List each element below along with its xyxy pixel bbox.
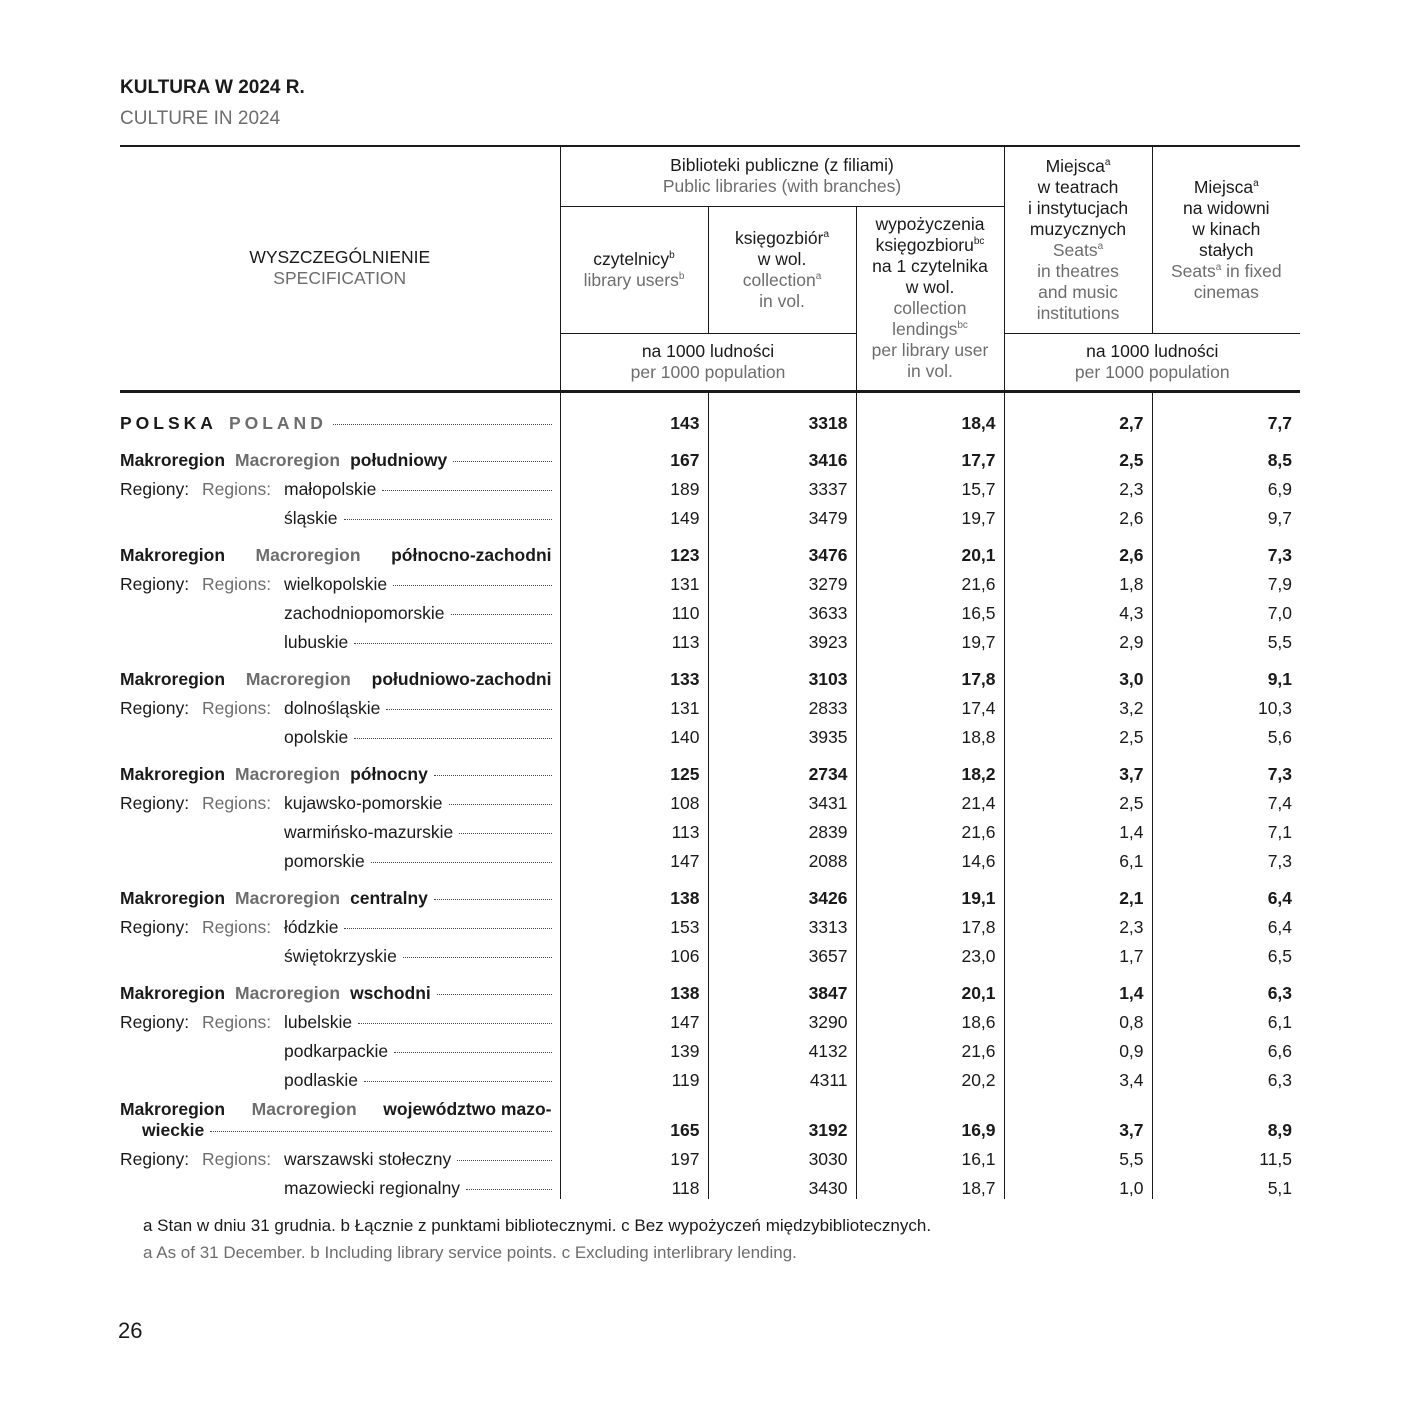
cinema-seats-cell: 8,5 <box>1152 434 1300 471</box>
lendings-cell: 16,9 <box>856 1091 1004 1141</box>
readers-cell: 138 <box>560 872 708 909</box>
theatre-seats-cell: 2,5 <box>1004 434 1152 471</box>
theatre-seats-cell: 0,8 <box>1004 1004 1152 1033</box>
cinema-seats-cell: 6,3 <box>1152 967 1300 1004</box>
readers-cell: 189 <box>560 471 708 500</box>
table-header <box>120 146 1300 391</box>
lendings-header: wypożyczenia księgozbioru$^{bc}$ na 1 czytelnika w wol. collection lendings$^{bc}$ per library user in vol. <box>856 206 1004 391</box>
lendings-cell: 23,0 <box>856 938 1004 967</box>
lendings-cell: 16,1 <box>856 1141 1004 1170</box>
readers-cell: 113 <box>560 814 708 843</box>
collection-cell: 3313 <box>708 909 856 938</box>
lendings-cell: 21,6 <box>856 566 1004 595</box>
page-title: KULTURA W 2024 R. <box>120 77 305 98</box>
theatre-seats-cell: 2,9 <box>1004 624 1152 653</box>
collection-cell: 4311 <box>708 1062 856 1091</box>
readers-cell: 133 <box>560 653 708 690</box>
cinema-seats-cell: 6,4 <box>1152 872 1300 909</box>
lendings-cell: 14,6 <box>856 843 1004 872</box>
collection-cell: 3337 <box>708 471 856 500</box>
cinema-seats-cell: 7,7 <box>1152 391 1300 434</box>
theatre-seats-header: Miejsca$^a$ w teatrach i instytucjach muzycznych Seats$^a$ in theatres and music institutions <box>1004 146 1152 333</box>
readers-cell: 140 <box>560 719 708 748</box>
collection-cell: 3103 <box>708 653 856 690</box>
theatre-seats-cell: 3,7 <box>1004 748 1152 785</box>
cinema-seats-cell: 7,3 <box>1152 843 1300 872</box>
collection-cell: 3192 <box>708 1091 856 1141</box>
table-row-region: Regiony: Regions: małopolskie 189 3337 15,7 2,3 6,9 <box>120 471 1300 500</box>
page-subtitle: CULTURE IN 2024 <box>120 108 281 129</box>
lendings-cell: 17,8 <box>856 909 1004 938</box>
theatre-seats-cell: 1,4 <box>1004 814 1152 843</box>
lendings-cell: 21,6 <box>856 814 1004 843</box>
collection-cell: 2734 <box>708 748 856 785</box>
lendings-cell: 21,4 <box>856 785 1004 814</box>
lendings-cell: 18,4 <box>856 391 1004 434</box>
collection-cell: 3633 <box>708 595 856 624</box>
lendings-cell: 19,7 <box>856 624 1004 653</box>
readers-cell: 167 <box>560 434 708 471</box>
collection-cell: 3923 <box>708 624 856 653</box>
table-row-region: Regiony: Regions: wielkopolskie 131 3279 21,6 1,8 7,9 <box>120 566 1300 595</box>
cinema-seats-cell: 6,4 <box>1152 909 1300 938</box>
collection-cell: 3279 <box>708 566 856 595</box>
collection-cell: 3935 <box>708 719 856 748</box>
theatre-seats-cell: 3,0 <box>1004 653 1152 690</box>
cinema-seats-cell: 5,6 <box>1152 719 1300 748</box>
collection-cell: 2839 <box>708 814 856 843</box>
cinema-seats-cell: 6,5 <box>1152 938 1300 967</box>
culture-table <box>120 145 1300 1199</box>
readers-cell: 138 <box>560 967 708 1004</box>
cinema-seats-header: Miejsca$^a$ na widowni w kinach stałych Seats$^a$ in fixed cinemas <box>1152 146 1300 333</box>
lendings-cell: 15,7 <box>856 471 1004 500</box>
footnote-en: a As of 31 December. b Including library service points. c Excluding interlibrary lending. <box>143 1243 797 1262</box>
table-row-macroregion: Makroregion Macroregion południowy 167 3416 17,7 2,5 8,5 <box>120 434 1300 471</box>
readers-cell: 139 <box>560 1033 708 1062</box>
lendings-cell: 18,8 <box>856 719 1004 748</box>
readers-cell: 108 <box>560 785 708 814</box>
readers-cell: 147 <box>560 1004 708 1033</box>
lendings-cell: 19,7 <box>856 500 1004 529</box>
collection-cell: 3479 <box>708 500 856 529</box>
lendings-cell: 20,1 <box>856 967 1004 1004</box>
lendings-cell: 18,6 <box>856 1004 1004 1033</box>
theatre-seats-cell: 2,3 <box>1004 909 1152 938</box>
table-row-region: Regiony: Regions: warszawski stołeczny 197 3030 16,1 5,5 11,5 <box>120 1141 1300 1170</box>
readers-cell: 147 <box>560 843 708 872</box>
footnote-pl: a Stan w dniu 31 grudnia. b Łącznie z punktami bibliotecznymi. c Bez wypożyczeń międzybibliotecznych. <box>143 1216 932 1235</box>
readers-cell: 118 <box>560 1170 708 1199</box>
table-row-region: opolskie 140 3935 18,8 2,5 5,6 <box>120 719 1300 748</box>
cinema-seats-cell: 10,3 <box>1152 690 1300 719</box>
readers-header: czytelnicy$^b$ library users$^b$ <box>560 206 708 333</box>
theatre-seats-cell: 5,5 <box>1004 1141 1152 1170</box>
cinema-seats-cell: 6,9 <box>1152 471 1300 500</box>
lendings-cell: 20,2 <box>856 1062 1004 1091</box>
readers-cell: 131 <box>560 566 708 595</box>
readers-cell: 110 <box>560 595 708 624</box>
theatre-seats-cell: 1,8 <box>1004 566 1152 595</box>
table-row-region: śląskie 149 3479 19,7 2,6 9,7 <box>120 500 1300 529</box>
cinema-seats-cell: 7,9 <box>1152 566 1300 595</box>
collection-cell: 2088 <box>708 843 856 872</box>
table-row-macroregion: Makroregion Macroregion północny 125 2734 18,2 3,7 7,3 <box>120 748 1300 785</box>
readers-cell: 125 <box>560 748 708 785</box>
theatre-seats-cell: 6,1 <box>1004 843 1152 872</box>
table-row-region: Regiony: Regions: łódzkie 153 3313 17,8 2,3 6,4 <box>120 909 1300 938</box>
readers-cell: 153 <box>560 909 708 938</box>
cinema-seats-cell: 5,5 <box>1152 624 1300 653</box>
lendings-cell: 17,4 <box>856 690 1004 719</box>
theatre-seats-cell: 2,7 <box>1004 391 1152 434</box>
readers-cell: 149 <box>560 500 708 529</box>
theatre-seats-cell: 1,7 <box>1004 938 1152 967</box>
cinema-seats-cell: 7,1 <box>1152 814 1300 843</box>
collection-cell: 3318 <box>708 391 856 434</box>
theatre-seats-cell: 1,0 <box>1004 1170 1152 1199</box>
cinema-seats-cell: 7,4 <box>1152 785 1300 814</box>
cinema-seats-cell: 6,6 <box>1152 1033 1300 1062</box>
table-row-macroregion: Makroregion Macroregion południowo-zachodni 133 3103 17,8 3,0 9,1 <box>120 653 1300 690</box>
cinema-seats-cell: 7,3 <box>1152 529 1300 566</box>
table-row-region: podlaskie 119 4311 20,2 3,4 6,3 <box>120 1062 1300 1091</box>
table-row-region: podkarpackie 139 4132 21,6 0,9 6,6 <box>120 1033 1300 1062</box>
theatre-seats-cell: 2,6 <box>1004 500 1152 529</box>
per1000-header-seats: na 1000 ludności per 1000 population <box>1004 333 1300 391</box>
table-row-macroregion: Makroregion Macroregion województwo mazo- wieckie 165 3192 16,9 3,7 8,9 <box>120 1091 1300 1141</box>
table-row-region: Regiony: Regions: kujawsko-pomorskie 108 3431 21,4 2,5 7,4 <box>120 785 1300 814</box>
table-row-polska: POLSKA POLAND 143 3318 18,4 2,7 7,7 <box>120 391 1300 434</box>
collection-header: księgozbiór$^a$ w wol. collection$^a$ in vol. <box>708 206 856 333</box>
theatre-seats-cell: 2,1 <box>1004 872 1152 909</box>
cinema-seats-cell: 8,9 <box>1152 1091 1300 1141</box>
theatre-seats-cell: 0,9 <box>1004 1033 1152 1062</box>
readers-cell: 197 <box>560 1141 708 1170</box>
table-row-region: pomorskie 147 2088 14,6 6,1 7,3 <box>120 843 1300 872</box>
collection-cell: 2833 <box>708 690 856 719</box>
cinema-seats-cell: 11,5 <box>1152 1141 1300 1170</box>
cinema-seats-cell: 9,1 <box>1152 653 1300 690</box>
table-row-region: świętokrzyskie 106 3657 23,0 1,7 6,5 <box>120 938 1300 967</box>
lendings-cell: 17,8 <box>856 653 1004 690</box>
collection-cell: 3847 <box>708 967 856 1004</box>
theatre-seats-cell: 2,5 <box>1004 719 1152 748</box>
theatre-seats-cell: 3,2 <box>1004 690 1152 719</box>
table-row-region: zachodniopomorskie 110 3633 16,5 4,3 7,0 <box>120 595 1300 624</box>
cinema-seats-cell: 9,7 <box>1152 500 1300 529</box>
per1000-header-libraries: na 1000 ludności per 1000 population <box>560 333 856 391</box>
collection-cell: 3290 <box>708 1004 856 1033</box>
readers-cell: 165 <box>560 1091 708 1141</box>
theatre-seats-cell: 4,3 <box>1004 595 1152 624</box>
table-row-macroregion: Makroregion Macroregion centralny 138 3426 19,1 2,1 6,4 <box>120 872 1300 909</box>
lendings-cell: 21,6 <box>856 1033 1004 1062</box>
libraries-header: Biblioteki publiczne (z filiami) Public libraries (with branches) <box>560 146 1004 206</box>
collection-cell: 3426 <box>708 872 856 909</box>
lendings-cell: 20,1 <box>856 529 1004 566</box>
theatre-seats-cell: 3,4 <box>1004 1062 1152 1091</box>
lendings-cell: 18,7 <box>856 1170 1004 1199</box>
theatre-seats-cell: 2,6 <box>1004 529 1152 566</box>
table-row-region: mazowiecki regionalny 118 3430 18,7 1,0 5,1 <box>120 1170 1300 1199</box>
table-body <box>120 391 1300 1199</box>
theatre-seats-cell: 2,5 <box>1004 785 1152 814</box>
cinema-seats-cell: 6,3 <box>1152 1062 1300 1091</box>
theatre-seats-cell: 2,3 <box>1004 471 1152 500</box>
cinema-seats-cell: 7,0 <box>1152 595 1300 624</box>
table-row-macroregion: Makroregion Macroregion wschodni 138 3847 20,1 1,4 6,3 <box>120 967 1300 1004</box>
readers-cell: 119 <box>560 1062 708 1091</box>
collection-cell: 3476 <box>708 529 856 566</box>
collection-cell: 3657 <box>708 938 856 967</box>
lendings-cell: 19,1 <box>856 872 1004 909</box>
table-row-region: Regiony: Regions: lubelskie 147 3290 18,6 0,8 6,1 <box>120 1004 1300 1033</box>
collection-cell: 3430 <box>708 1170 856 1199</box>
lendings-cell: 17,7 <box>856 434 1004 471</box>
table-row-macroregion: Makroregion Macroregion północno-zachodni 123 3476 20,1 2,6 7,3 <box>120 529 1300 566</box>
collection-cell: 3431 <box>708 785 856 814</box>
table-row-region: lubuskie 113 3923 19,7 2,9 5,5 <box>120 624 1300 653</box>
theatre-seats-cell: 1,4 <box>1004 967 1152 1004</box>
readers-cell: 113 <box>560 624 708 653</box>
cinema-seats-cell: 6,1 <box>1152 1004 1300 1033</box>
lendings-cell: 18,2 <box>856 748 1004 785</box>
table-row-region: warmińsko-mazurskie 113 2839 21,6 1,4 7,1 <box>120 814 1300 843</box>
page-number: 26 <box>118 1318 143 1343</box>
readers-cell: 106 <box>560 938 708 967</box>
cinema-seats-cell: 5,1 <box>1152 1170 1300 1199</box>
theatre-seats-cell: 3,7 <box>1004 1091 1152 1141</box>
readers-cell: 143 <box>560 391 708 434</box>
lendings-cell: 16,5 <box>856 595 1004 624</box>
cinema-seats-cell: 7,3 <box>1152 748 1300 785</box>
readers-cell: 123 <box>560 529 708 566</box>
collection-cell: 3030 <box>708 1141 856 1170</box>
readers-cell: 131 <box>560 690 708 719</box>
collection-cell: 4132 <box>708 1033 856 1062</box>
table-row-region: Regiony: Regions: dolnośląskie 131 2833 17,4 3,2 10,3 <box>120 690 1300 719</box>
spec-header: WYSZCZEGÓLNIENIE SPECIFICATION <box>120 146 560 391</box>
collection-cell: 3416 <box>708 434 856 471</box>
